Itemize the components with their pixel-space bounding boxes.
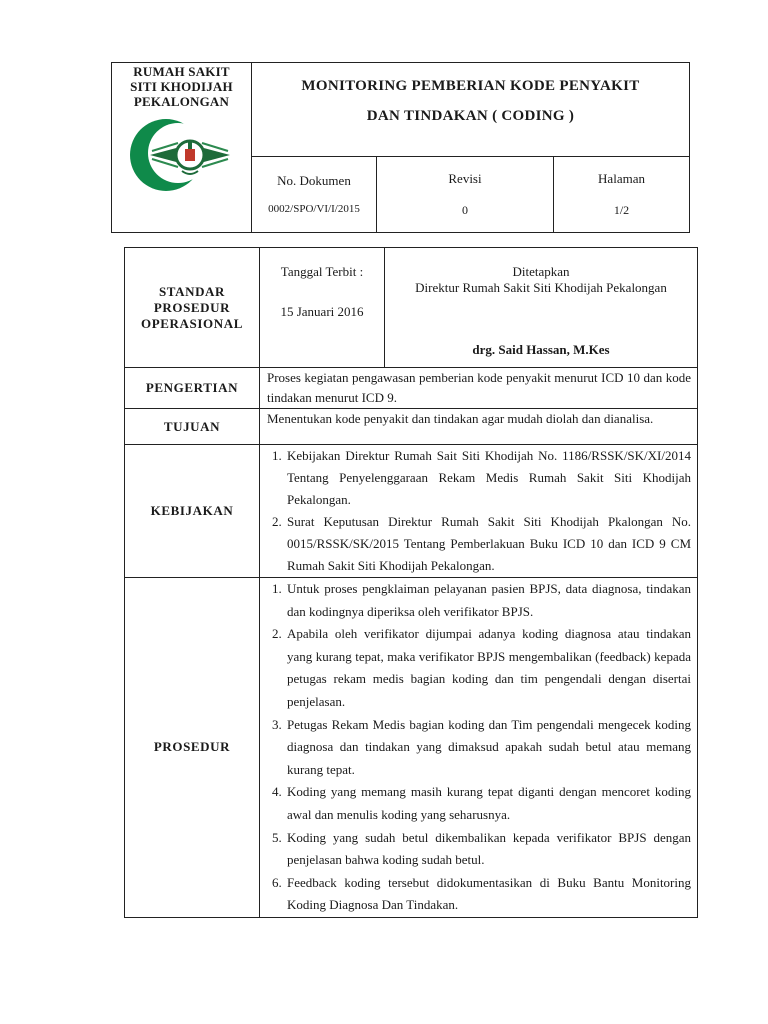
doc-number-cell	[252, 157, 377, 233]
page-label: Halaman	[598, 171, 645, 186]
list-item: 3. Petugas Rekam Medis bagian koding dan Tim pengendali mengecek koding diagnosa dan tindakan yang dimaksud apakah sudah betul atau memang kurang tepat.	[285, 714, 691, 782]
prosedur-list-cell	[260, 578, 698, 918]
list-item: 2. Surat Keputusan Direktur Rumah Sakit Siti Khodijah Pkalongan No. 0015/RSSK/SK/2015 Tentang Pemberlakuan Buku ICD 10 dan ICD 9 CM Rumah Sakit Siti Khodijah Pekalongan.	[285, 511, 691, 577]
prosedur-list	[267, 578, 691, 917]
document-title: MONITORING PEMBERIAN KODE PENYAKIT DAN TINDAKAN ( CODING )	[301, 78, 640, 124]
issue-date-value: 15 Januari 2016	[280, 304, 364, 319]
list-item: 1. Untuk proses pengklaiman pelayanan pasien BPJS, data diagnosa, tindakan dan kodingnya diperiksa oleh verifikator BPJS.	[285, 578, 691, 623]
kebijakan-list	[267, 445, 691, 577]
sop-table	[124, 247, 698, 918]
kebijakan-row	[125, 445, 698, 578]
issue-date-cell	[260, 248, 385, 368]
doc-number-label: No. Dokumen	[277, 173, 351, 188]
revision-cell	[377, 157, 554, 233]
list-item: 4. Koding yang memang masih kurang tepat diganti dengan mencoret koding awal dan menulis koding yang seharusnya.	[285, 781, 691, 826]
pengertian-label: PENGERTIAN	[125, 368, 260, 409]
approval-cell	[385, 248, 698, 368]
revision-label: Revisi	[448, 171, 482, 186]
list-item: 1. Kebijakan Direktur Rumah Sait Siti Khodijah No. 1186/RSSK/SK/XI/2014 Tentang Penyelenggaraan Rekam Medis Rumah Sakit Siti Khodijah Pekalongan.	[285, 445, 691, 511]
pengertian-text: Proses kegiatan pengawasan pemberian kode penyakit menurut ICD 10 dan kode tindakan menurut ICD 9.	[260, 368, 698, 409]
hospital-name: RUMAH SAKIT SITI KHODIJAH PEKALONGAN	[130, 64, 233, 109]
sop-approval-row	[125, 248, 698, 368]
doc-number-value: 0002/SPO/VI/I/2015	[268, 203, 360, 215]
revision-value: 0	[462, 203, 468, 217]
sop-label: STANDAR PROSEDUR OPERASIONAL	[125, 248, 260, 368]
tujuan-row	[125, 409, 698, 445]
list-item: 5. Koding yang sudah betul dikembalikan kepada verifikator BPJS dengan penjelasan bahwa koding sudah betul.	[285, 827, 691, 872]
prosedur-row	[125, 578, 698, 918]
tujuan-label: TUJUAN	[125, 409, 260, 445]
issue-date-label: Tanggal Terbit :	[280, 264, 364, 279]
document-header	[111, 62, 690, 233]
tujuan-text: Menentukan kode penyakit dan tindakan agar mudah diolah dan dianalisa.	[260, 409, 698, 445]
prosedur-label: PROSEDUR	[125, 578, 260, 918]
page-value: 1/2	[613, 203, 630, 217]
document-title-cell	[252, 63, 690, 157]
pengertian-row	[125, 368, 698, 409]
approval-label: Ditetapkan	[512, 264, 570, 279]
page-cell	[554, 157, 690, 233]
signer-name: drg. Said Hassan, M.Kes	[472, 342, 610, 357]
kebijakan-label: KEBIJAKAN	[125, 445, 260, 578]
list-item: 2. Apabila oleh verifikator dijumpai adanya koding diagnosa atau tindakan yang kurang tepat, maka verifikator BPJS mengembalikan (feedback) kepada petugas rekam medis bagian koding dan tim pengendali dengan disertai penjelasan.	[285, 623, 691, 713]
hospital-identity-cell	[112, 63, 252, 233]
approval-by: Direktur Rumah Sakit Siti Khodijah Pekalongan	[415, 280, 667, 295]
list-item: 6. Feedback koding tersebut didokumentasikan di Buku Bantu Monitoring Koding Diagnosa Dan Tindakan.	[285, 872, 691, 917]
hospital-crescent-emblem-icon	[128, 117, 236, 193]
kebijakan-list-cell	[260, 445, 698, 578]
